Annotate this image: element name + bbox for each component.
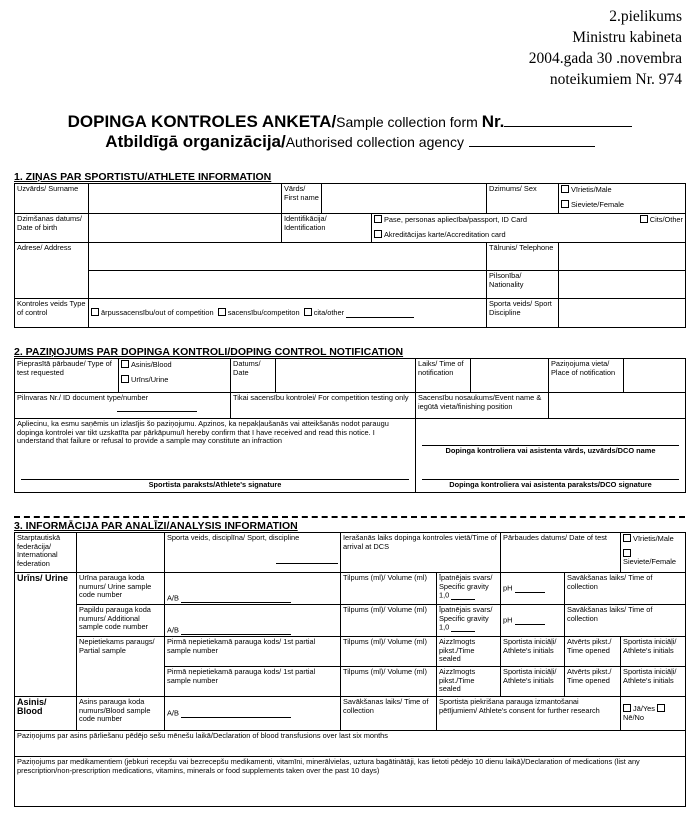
consent-options [621, 697, 686, 731]
time-notif-input[interactable] [471, 359, 549, 393]
annex-number: 2.pielikums [609, 8, 682, 25]
opened2-label: Atvērts pikst./ Time opened [565, 667, 621, 697]
urine-ph-input[interactable] [515, 584, 545, 593]
urine-sg-input[interactable] [451, 591, 475, 600]
control-type-options [89, 299, 487, 328]
document-header [529, 6, 682, 90]
extra-code-label: Papildu parauga koda numurs/ Additional sample code number [77, 605, 165, 637]
form-number-field[interactable] [504, 112, 632, 127]
extra-sg-input[interactable] [451, 623, 475, 632]
partial-volume-label: Tilpums (ml)/ Volume (ml) [341, 637, 437, 667]
other-control-label: cita/other [313, 308, 345, 318]
urine-ab-label: A/B [167, 593, 179, 603]
urine-test-label: Urīns/Urine [131, 374, 169, 384]
extra-code-cell [165, 605, 341, 637]
decree-number: noteikumiem Nr. 974 [549, 71, 682, 88]
initials4-label: Sportista iniciāļi/ Athlete's initials [621, 667, 686, 697]
agency-small: Authorised collection agency [285, 134, 464, 150]
blood-collect-label: Savākšanas laiks/ Time of collection [341, 697, 437, 731]
urine-code-input[interactable] [181, 594, 291, 603]
consent-no-checkbox[interactable] [657, 704, 665, 712]
title-small: Sample collection form [336, 114, 482, 130]
title-nr: Nr. [481, 112, 505, 131]
accreditation-label: Akreditācijas karte/Accreditation card [384, 229, 506, 239]
discipline-input[interactable] [559, 299, 686, 328]
athlete-signature-line[interactable]: Sportista paraksts/Athlete's signature [21, 479, 409, 490]
id-doc-label: Pilnvaras Nr./ ID document type/number [17, 393, 149, 402]
urine-volume-label: Tilpums (ml)/ Volume (ml) [341, 573, 437, 605]
time-notif-label: Laiks/ Time of notification [416, 359, 471, 393]
s3-sex-options [621, 533, 686, 573]
first-name-input[interactable] [322, 184, 487, 214]
medication-declaration[interactable]: Paziņojums par medikamentiem (jebkuri recepšu vai bezrecepšu medikamenti, vitamīni, minerālvielas, uztura bagātinātāji, kas lietoti pēdējo 10 dienu laikā)/Declaration of medications (list any prescription/non-prescription medications, vitamins, minerals or food supplements taken over the past 10 days) [15, 757, 686, 807]
telephone-label: Tālrunis/ Telephone [487, 243, 559, 271]
urine-test-checkbox[interactable] [121, 375, 129, 383]
date-label: Datums/ Date [231, 359, 276, 393]
other-control-checkbox[interactable] [304, 308, 312, 316]
sealed2-label: Aizzīmogts pikst./Time sealed [437, 667, 501, 697]
sealed-label: Aizzīmogts pikst./Time sealed [437, 637, 501, 667]
female-checkbox[interactable] [561, 200, 569, 208]
female-label: Sieviete/Female [571, 199, 624, 209]
extra-collect-label: Savākšanas laiks/ Time of collection [565, 605, 686, 637]
blood-section-label: Asinis/ Blood [15, 697, 77, 731]
accreditation-checkbox[interactable] [374, 230, 382, 238]
sport-disc-label [165, 533, 341, 573]
place-notif-input[interactable] [624, 359, 686, 393]
id-doc-input[interactable] [117, 403, 197, 412]
urine-ph-cell [501, 573, 565, 605]
male-label: Vīrietis/Male [571, 185, 612, 194]
s3-female-label: Sieviete/Female [623, 557, 677, 567]
partial-label: Nepietiekams paraugs/ Partial sample [77, 637, 165, 697]
urine-code-label: Urīna parauga koda numurs/ Urine sample code number [77, 573, 165, 605]
extra-sg-value: 1,0 [439, 622, 450, 632]
extra-ph-input[interactable] [515, 616, 545, 625]
s3-female-checkbox[interactable] [623, 549, 631, 557]
urine-code-cell [165, 573, 341, 605]
consent-label: Sportista piekrišana parauga izmantošanai pētījumiem/ Athlete's consent for further research [437, 697, 621, 731]
arrival-label: Ierašanās laiks dopinga kontroles vietā/Time of arrival at DCS [341, 533, 501, 573]
nationality-input[interactable] [559, 271, 686, 299]
comp-only-label: Tikai sacensību kontrolei/ For competition testing only [231, 393, 416, 419]
opened-label: Atvērts pikst./ Time opened [565, 637, 621, 667]
athlete-info-table [14, 183, 686, 328]
extra-ph-cell [501, 605, 565, 637]
transfusion-declaration[interactable]: Paziņojums par asins pārliešanu pēdējo sešu mēnešu laikā/Declaration of blood transfusions over last six months [15, 731, 686, 757]
male-checkbox[interactable] [561, 185, 569, 193]
dco-name-line[interactable]: Dopinga kontroliera vai asistenta vārds, uzvārds/DCO name [422, 445, 679, 456]
extra-code-input[interactable] [181, 626, 291, 635]
title-bold: DOPINGA KONTROLES ANKETA/ [67, 112, 337, 131]
sport-disc-input[interactable] [276, 555, 338, 564]
identification-label: Identifikācija/ Identification [282, 214, 372, 243]
extra-ph-label: pH [503, 615, 513, 625]
address-label: Adrese/ Address [15, 243, 89, 299]
federation-label: Starptautiskā federācija/ International federation [15, 533, 77, 573]
extra-ab-label: A/B [167, 625, 179, 635]
s3-male-label: Vīrietis/Male [633, 534, 674, 543]
other-id-label: Cits/Other [649, 215, 683, 224]
section-1-heading: 1. ZIŅAS PAR SPORTISTU/ATHLETE INFORMATION [14, 171, 272, 183]
dob-input[interactable] [89, 214, 282, 243]
notification-table [14, 358, 686, 493]
extra-volume-label: Tilpums (ml)/ Volume (ml) [341, 605, 437, 637]
place-notif-label: Paziņojuma vieta/ Place of notification [549, 359, 624, 393]
in-comp-checkbox[interactable] [218, 308, 226, 316]
urine-collect-label: Savākšanas laiks/ Time of collection [565, 573, 686, 605]
test-date-label: Pārbaudes datums/ Date of test [501, 533, 621, 573]
blood-code-input[interactable] [181, 709, 291, 718]
surname-label: Uzvārds/ Surname [15, 184, 89, 214]
s3-male-checkbox[interactable] [623, 534, 631, 542]
urine-sg-label: Īpatnējais svars/ Specific gravity [439, 573, 493, 591]
telephone-input[interactable] [559, 243, 686, 271]
cut-line [14, 516, 685, 518]
urine-ph-label: pH [503, 583, 513, 593]
athlete-statement-cell [15, 419, 416, 493]
consent-yes-checkbox[interactable] [623, 704, 631, 712]
blood-code-label: Asins parauga koda numurs/Blood sample code number [77, 697, 165, 731]
dco-cell [416, 419, 686, 493]
other-control-input[interactable] [346, 309, 414, 318]
address-input-1[interactable] [89, 243, 487, 271]
surname-input[interactable] [89, 184, 282, 214]
first-name-label: Vārds/ First name [282, 184, 322, 214]
event-name-label: Sacensību nosaukums/Event name & iegūtā vieta/finishing position [416, 393, 549, 419]
out-comp-label: ārpussacensību/out of competition [101, 308, 214, 318]
form-title [0, 112, 700, 152]
initials3-label: Sportista iniciāļi/ Athlete's initials [501, 667, 565, 697]
identification-options [372, 214, 686, 243]
federation-input[interactable] [77, 533, 165, 573]
blood-test-checkbox[interactable] [121, 360, 129, 368]
initials-label: Sportista iniciāļi/ Athlete's initials [501, 637, 565, 667]
section-3-heading: 3. INFORMĀCIJA PAR ANALĪZI/ANALYSIS INFORMATION [14, 520, 298, 532]
discipline-label: Sporta veids/ Sport Discipline [487, 299, 559, 328]
analysis-table [14, 532, 686, 807]
date-input[interactable] [276, 359, 416, 393]
urine-sg-cell [437, 573, 501, 605]
out-comp-checkbox[interactable] [91, 308, 99, 316]
urine-sg-value: 1,0 [439, 590, 450, 600]
control-type-label: Kontroles veids Type of control [15, 299, 89, 328]
id-doc-cell [15, 393, 231, 419]
dob-label: Dzimšanas datums/ Date of birth [15, 214, 89, 243]
urine-section-label: Urīns/ Urine [15, 573, 77, 697]
extra-sg-label: Īpatnējais svars/ Specific gravity [439, 605, 493, 623]
initials2-label: Sportista iniciāļi/ Athlete's initials [621, 637, 686, 667]
sport-disc-text: Sporta veids, disciplīna/ Sport, discipline [167, 533, 300, 542]
blood-code-cell [165, 697, 341, 731]
test-options [119, 359, 231, 393]
consent-yes-label: Jā/Yes [633, 704, 655, 714]
sex-label: Dzimums/ Sex [487, 184, 559, 214]
other-id-checkbox[interactable] [640, 215, 648, 223]
decree-date: 2004.gada 30 .novembra [528, 50, 682, 67]
section-2-heading: 2. PAZIŅOJUMS PAR DOPINGA KONTROLI/DOPING CONTROL NOTIFICATION [14, 346, 404, 358]
nationality-label: Pilsonība/ Nationality [487, 271, 559, 299]
sex-options [559, 184, 686, 214]
event-name-input[interactable] [549, 393, 686, 419]
extra-sg-cell [437, 605, 501, 637]
first-partial-label: Pirmā nepietiekamā parauga kods/ 1st partial sample number [165, 637, 341, 667]
in-comp-label: sacensību/competiton [227, 308, 300, 318]
agency-bold: Atbildīgā organizācija/ [105, 132, 286, 151]
passport-checkbox[interactable] [374, 215, 382, 223]
blood-ab-label: A/B [167, 708, 179, 718]
blood-test-label: Asinis/Blood [131, 360, 172, 369]
consent-no-label: Nē/No [623, 713, 644, 722]
partial2-volume-label: Tilpums (ml)/ Volume (ml) [341, 667, 437, 697]
dco-signature-line[interactable]: Dopinga kontroliera vai asistenta paraksts/DCO signature [422, 479, 679, 490]
test-requested-label: Pieprasītā pārbaude/ Type of test requested [15, 359, 119, 393]
passport-label: Pase, personas apliecība/passport, ID Card [384, 215, 527, 224]
athlete-statement: Apliecinu, ka esmu saņēmis un izlasījis šo paziņojumu. Apzinos, ka nepakļaušanās vai atteikšanās nodot paraugu dopinga kontrolei var tikt uzskatīta par pārkāpumu/I hereby confirm that I have received and read this notice. I understand that failure or refusal to provide a sample may constitute an infraction [17, 419, 389, 446]
issuer: Ministru kabineta [572, 29, 682, 46]
address-input-2[interactable] [89, 271, 487, 299]
second-partial-label: Pirmā nepietiekamā parauga kods/ 1st partial sample number [165, 667, 341, 697]
agency-field[interactable] [469, 132, 595, 147]
